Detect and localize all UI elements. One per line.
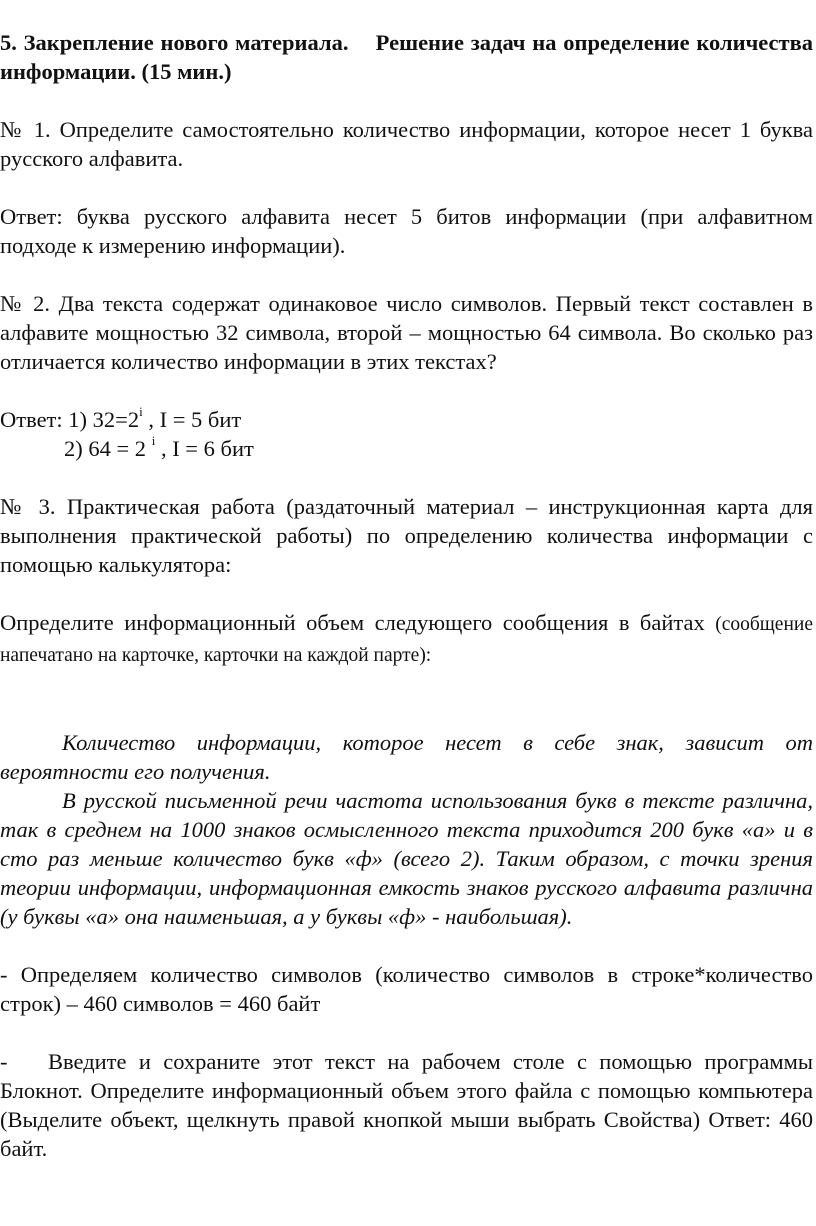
section-heading [0, 28, 813, 86]
task2-answer-line2 [0, 434, 813, 463]
task3-instruction [0, 608, 813, 670]
task3-question: № 3. Практическая работа (раздаточный материал – инструкционная карта для выполнения практической работы) по определению количества информации с помощью калькулятора: [0, 494, 813, 577]
answer2-suffix: , I = 6 бит [155, 436, 254, 461]
instruction-main: Определите информационный объем следующего сообщения в байтах [0, 610, 705, 635]
quote-paragraph-2: В русской письменной речи частота использования букв в тексте различна, так в среднем на 1000 знаков осмысленного текста приходится 200 букв «а» и в сто раз меньше количество букв «ф» (всего 2). Таким образом, с точки зрения теории информации, информационная емкость знаков русского алфавита различна (у буквы «а» она наименьшая, а у буквы «ф» - наибольшая). [0, 788, 813, 929]
heading-part-2: Решение задач на определение [375, 30, 690, 55]
answer1-prefix: Ответ: 1) 32=2 [0, 407, 140, 432]
task1-question: № 1. Определите самостоятельно количество информации, которое несет 1 буква русского алфавита. [0, 117, 813, 171]
answer1-suffix: , I = 5 бит [142, 407, 242, 432]
answer1-exponent: i [139, 404, 143, 419]
step-2 [0, 1047, 813, 1163]
heading-part-1: 5. Закрепление нового материала. [0, 30, 349, 55]
task2-answer-line1 [0, 405, 813, 434]
answer2-exponent: i [151, 433, 156, 448]
step-2-dash: - [0, 1049, 8, 1074]
task2-question: № 2. Два текста содержат одинаковое число символов. Первый текст составлен в алфавите мощностью 32 символа, второй – мощностью 64 символа. Во сколько раз отличается количество информации в этих текстах? [0, 291, 813, 374]
step-1: - Определяем количество символов (количество символов в строке*количество строк) – 460 символов = 460 байт [0, 962, 813, 1016]
quote-paragraph-1: Количество информации, которое несет в себе знак, зависит от вероятности его получения. [0, 730, 813, 784]
step-2-text: Введите и сохраните этот текст на рабочем столе с помощью программы Блокнот. Определите информационный объем этого файла с помощью компьютера (Выделите объект, щелкнуть правой кнопкой мыши выбрать Свойства) Ответ: 460 байт. [0, 1049, 813, 1161]
task1-answer: Ответ: буква русского алфавита несет 5 битов информации (при алфавитном подходе к измерению информации). [0, 204, 813, 258]
heading-part-3: количества информации. (15 мин.) [0, 30, 813, 84]
document-page [0, 28, 813, 1163]
instruction-note: (сообщение напечатано на карточке, карточки на каждой парте): [0, 614, 813, 666]
answer2-prefix: 2) 64 = 2 [64, 436, 147, 461]
